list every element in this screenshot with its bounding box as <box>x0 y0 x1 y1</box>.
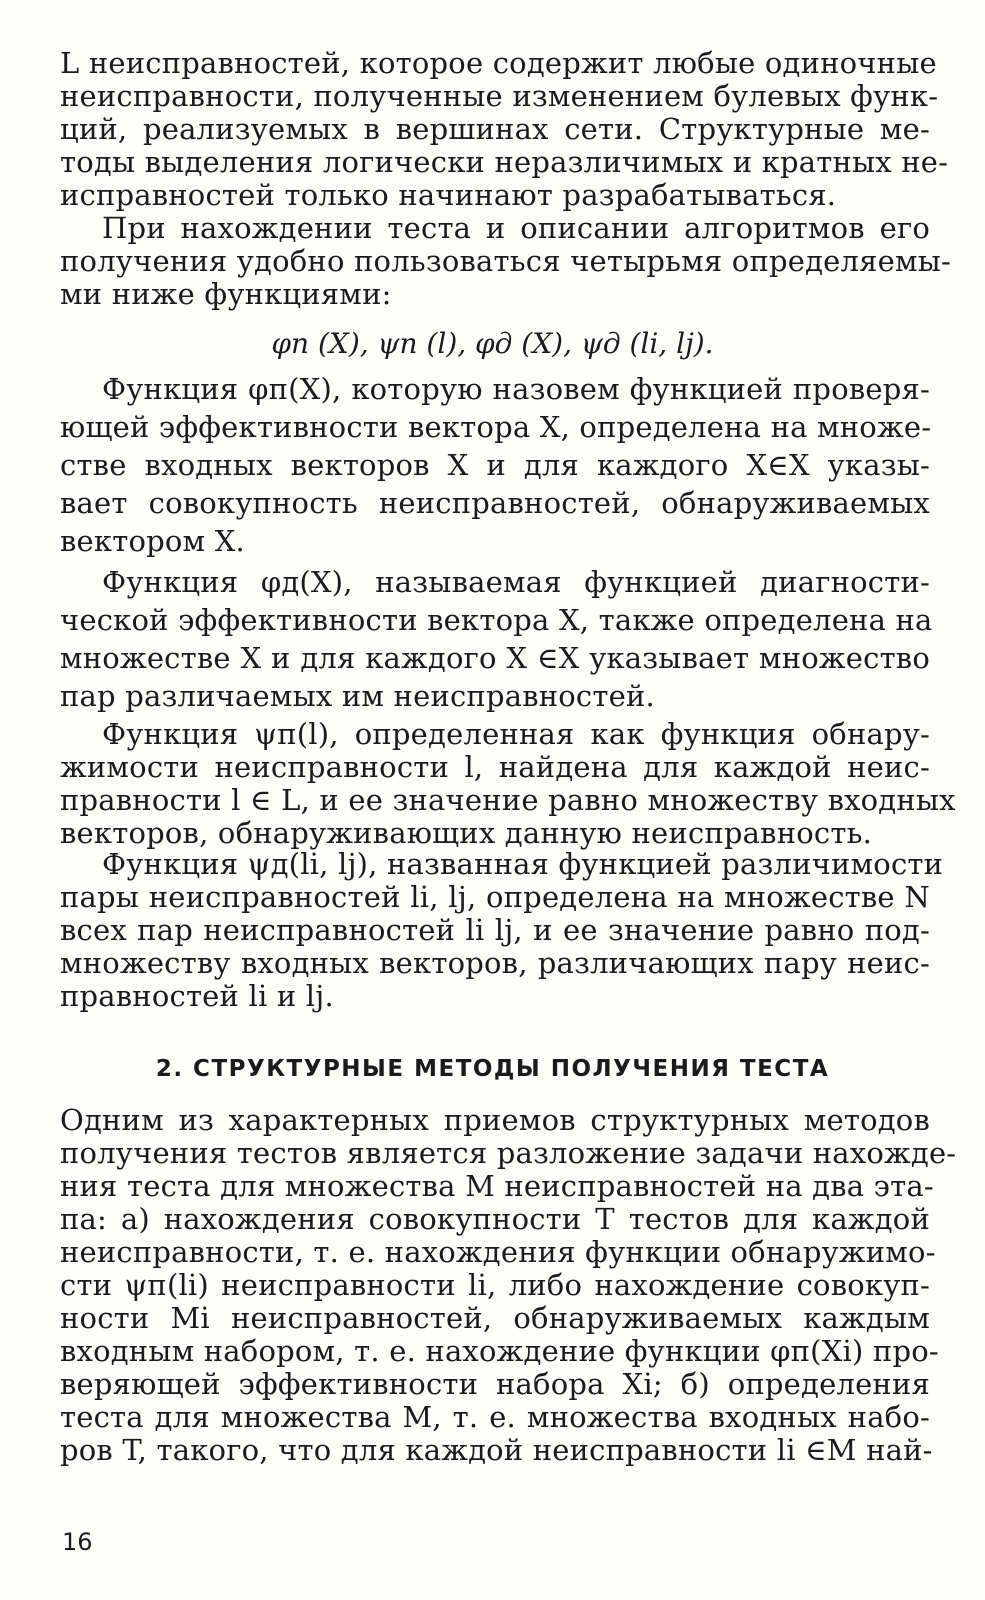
text-line: веряющей эффективности набора Xi; б) определения <box>60 1367 930 1401</box>
text-line: L неисправностей, которое содержит любые одиночные <box>60 46 937 80</box>
text-line: входным набором, т. е. нахождение функции φп(Xi) про- <box>60 1334 939 1368</box>
section-heading: 2. СТРУКТУРНЫЕ МЕТОДЫ ПОЛУЧЕНИЯ ТЕСТА <box>155 1056 830 1082</box>
text-line: неисправности, полученные изменением булевых функ- <box>60 79 939 113</box>
paragraph-psi-p <box>60 717 956 850</box>
paragraph-functions-intro <box>60 211 952 311</box>
text-line: ческой эффективности вектора X, также определена на <box>60 603 933 637</box>
text-line: жимости неисправности l, найдена для каждой неис- <box>60 750 930 784</box>
paragraph-phi-d <box>60 563 933 715</box>
text-line: неисправности, т. е. нахождения функции обнаружимо- <box>60 1235 936 1269</box>
text-line: па: а) нахождения совокупности T тестов для каждой <box>60 1202 930 1236</box>
paragraph-psi-d <box>60 847 944 1013</box>
formula-functions: φп (X), ψп (l), φд (X), ψд (li, lj). <box>271 327 714 360</box>
text-line: ми ниже функциями: <box>60 277 392 311</box>
text-line: стве входных векторов X и для каждого X∈X указы- <box>60 448 930 482</box>
text-line: Функция ψп(l), определенная как функция обнару- <box>102 717 930 751</box>
text-line: ющей эффективности вектора X, определена на множе- <box>60 410 932 444</box>
text-line: вектором X. <box>60 524 245 558</box>
text-line: При нахождении теста и описании алгоритмов его <box>102 211 930 245</box>
text-line: получения удобно пользоваться четырьмя определяемы- <box>60 244 952 278</box>
text-line: множестве X и для каждого X ∈X указывает множество <box>60 641 930 675</box>
text-line: Функция φд(X), называемая функцией диагности- <box>102 565 930 599</box>
text-line: ров T, такого, что для каждой неисправности li ∈M най- <box>60 1433 933 1467</box>
text-line: исправностей только начинают разрабатываться. <box>60 178 837 212</box>
text-line: тоды выделения логически неразличимых и кратных не- <box>60 145 949 179</box>
text-line: Функция ψд(li, lj), названная функцией различимости <box>102 847 944 881</box>
paragraph-section <box>60 1103 957 1467</box>
text-line: векторов, обнаруживающих данную неисправность. <box>60 816 872 850</box>
text-line: сти ψп(li) неисправности li, либо нахождение совокуп- <box>60 1268 930 1302</box>
page-number: 16 <box>62 1528 93 1556</box>
text-line: пары неисправностей li, lj, определена на множестве N <box>60 880 930 914</box>
text-line: правностей li и lj. <box>60 979 334 1013</box>
text-line: правности l ∈ L, и ее значение равно множеству входных <box>60 783 956 817</box>
text-line: теста для множества M, т. е. множества входных набо- <box>60 1400 930 1434</box>
text-line: всех пар неисправностей li lj, и ее значение равно под- <box>60 913 930 947</box>
text-line: ций, реализуемых в вершинах сети. Структурные ме- <box>60 112 930 146</box>
text-line: множеству входных векторов, различающих пару неис- <box>60 946 930 980</box>
text-line: получения тестов является разложение задачи нахожде- <box>60 1136 957 1170</box>
paragraph-intro <box>60 46 949 212</box>
text-line: Функция φп(X), которую назовем функцией проверя- <box>102 372 930 406</box>
text-line: пар различаемых им неисправностей. <box>60 679 655 713</box>
text-line: ния теста для множества M неисправностей на два эта- <box>60 1169 934 1203</box>
paragraph-phi-p <box>60 370 930 560</box>
text-line: ности Mi неисправностей, обнаруживаемых каждым <box>60 1301 930 1335</box>
text-line: вает совокупность неисправностей, обнаруживаемых <box>60 486 930 520</box>
text-line: Одним из характерных приемов структурных методов <box>60 1103 930 1137</box>
